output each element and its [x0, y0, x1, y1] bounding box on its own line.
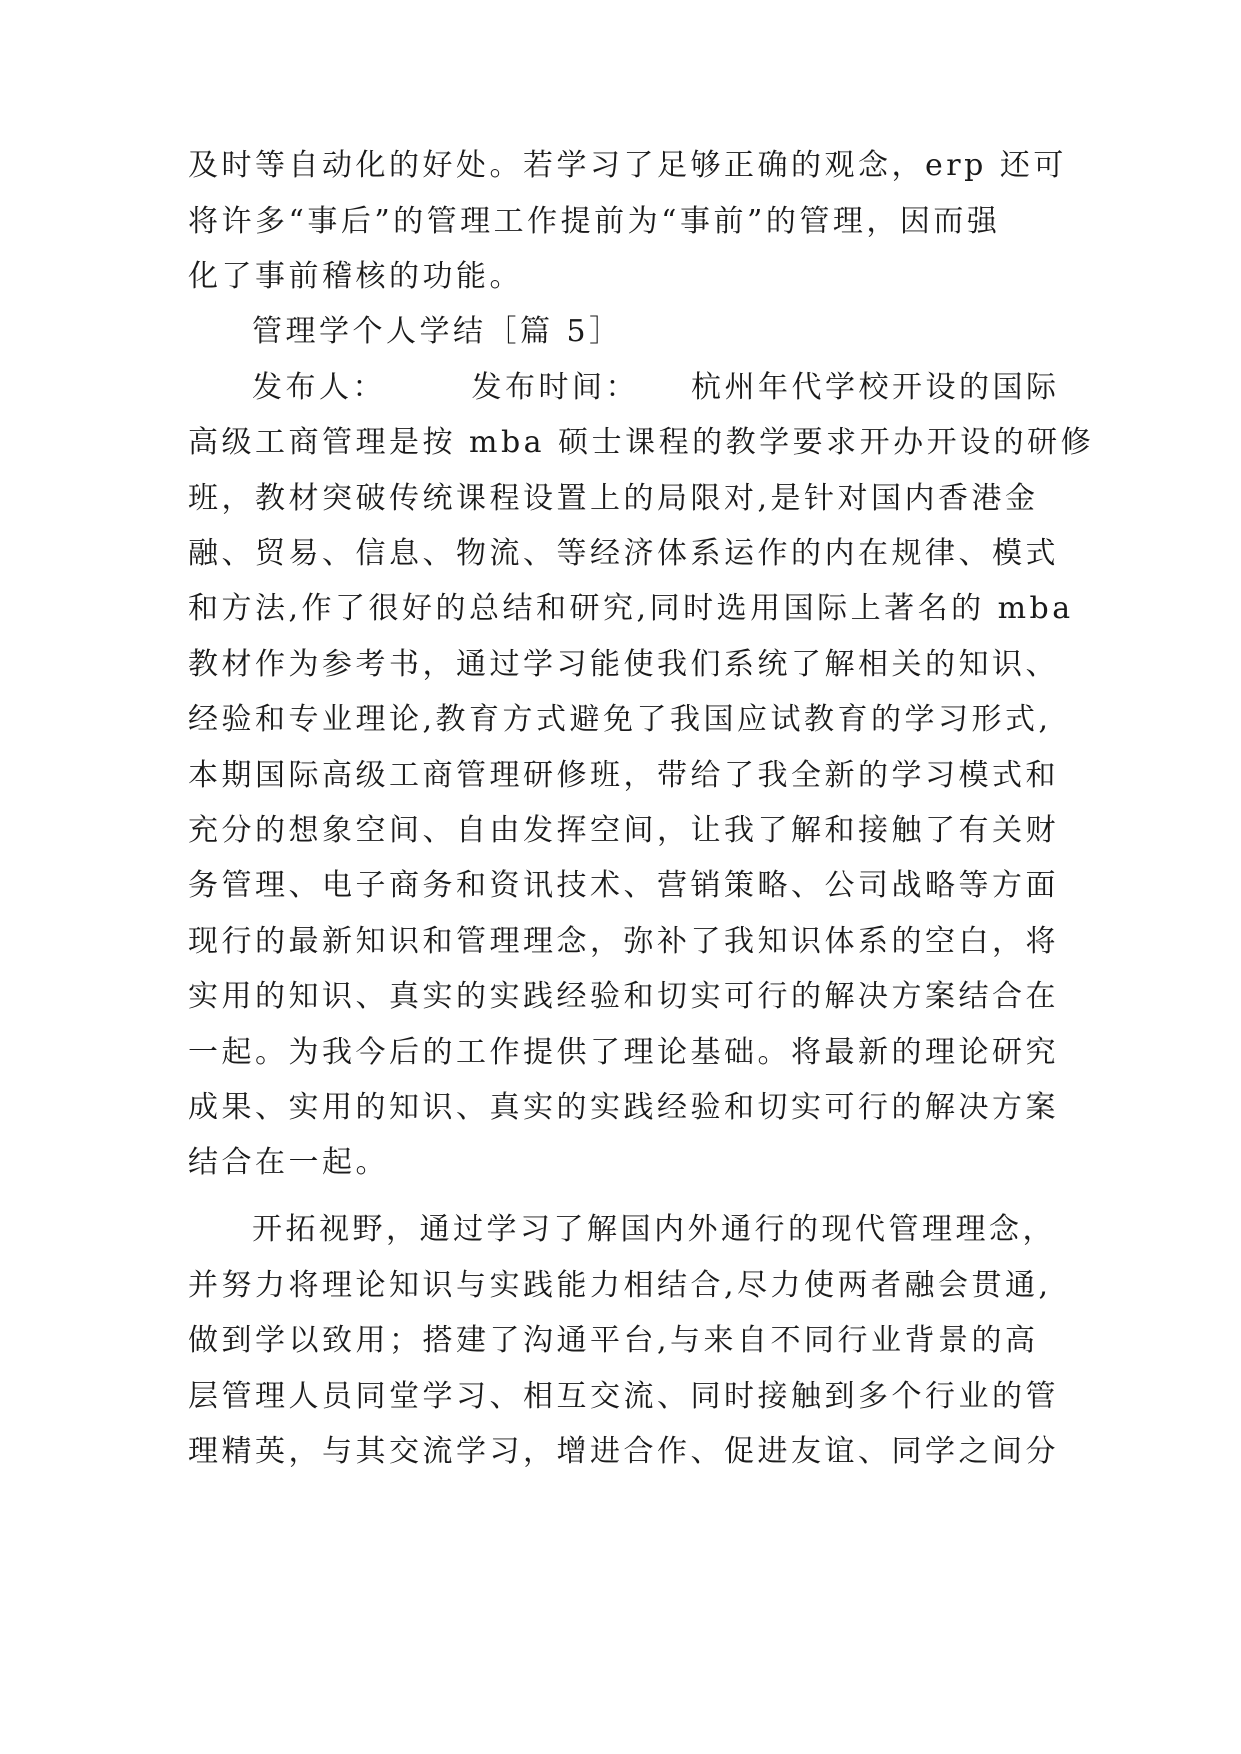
text-line-1: 及时等自动化的好处。若学习了足够正确的观念，erp 还可 [188, 148, 1067, 183]
text-line-14: 务管理、电子商务和资讯技术、营销策略、公司战略等方面 [188, 868, 1059, 903]
text-line-9: 和方法,作了很好的总结和研究,同时选用国际上著名的 mba [188, 591, 1074, 626]
text-line-12: 本期国际高级工商管理研修班，带给了我全新的学习模式和 [188, 758, 1059, 793]
text-line-24: 理精英，与其交流学习，增进合作、促进友谊、同学之间分 [188, 1434, 1059, 1469]
text-line-18: 成果、实用的知识、真实的实践经验和切实可行的解决方案 [188, 1090, 1059, 1125]
text-line-3: 化了事前稽核的功能。 [188, 259, 523, 294]
section-heading: 管理学个人学结［篇 5］ [252, 314, 623, 349]
text-line-19: 结合在一起。 [188, 1145, 389, 1180]
text-line-7: 班，教材突破传统课程设置上的局限对,是针对国内香港金 [188, 481, 1039, 516]
text-line-11: 经验和专业理论,教育方式避免了我国应试教育的学习形式, [188, 702, 1052, 737]
text-line-10: 教材作为参考书，通过学习能使我们系统了解相关的知识、 [188, 647, 1059, 682]
text-line-16: 实用的知识、真实的实践经验和切实可行的解决方案结合在 [188, 979, 1059, 1014]
text-line-23: 层管理人员同堂学习、相互交流、同时接触到多个行业的管 [188, 1379, 1059, 1414]
text-line-2: 将许多“事后”的管理工作提前为“事前”的管理，因而强 [188, 204, 1001, 239]
paragraph-start-line: 开拓视野，通过学习了解国内外通行的现代管理理念， [252, 1212, 1056, 1247]
text-line-22: 做到学以致用；搭建了沟通平台,与来自不同行业背景的高 [188, 1323, 1039, 1358]
publisher-info-line: 发布人： 发布时间： 杭州年代学校开设的国际 [252, 370, 1060, 405]
text-line-13: 充分的想象空间、自由发挥空间，让我了解和接触了有关财 [188, 813, 1059, 848]
text-line-21: 并努力将理论知识与实践能力相结合,尽力使两者融会贯通, [188, 1268, 1052, 1303]
text-line-8: 融、贸易、信息、物流、等经济体系运作的内在规律、模式 [188, 536, 1059, 571]
text-line-6: 高级工商管理是按 mba 硕士课程的教学要求开办开设的研修 [188, 425, 1095, 460]
text-line-15: 现行的最新知识和管理理念，弥补了我知识体系的空白，将 [188, 924, 1059, 959]
text-line-17: 一起。为我今后的工作提供了理论基础。将最新的理论研究 [188, 1035, 1059, 1070]
